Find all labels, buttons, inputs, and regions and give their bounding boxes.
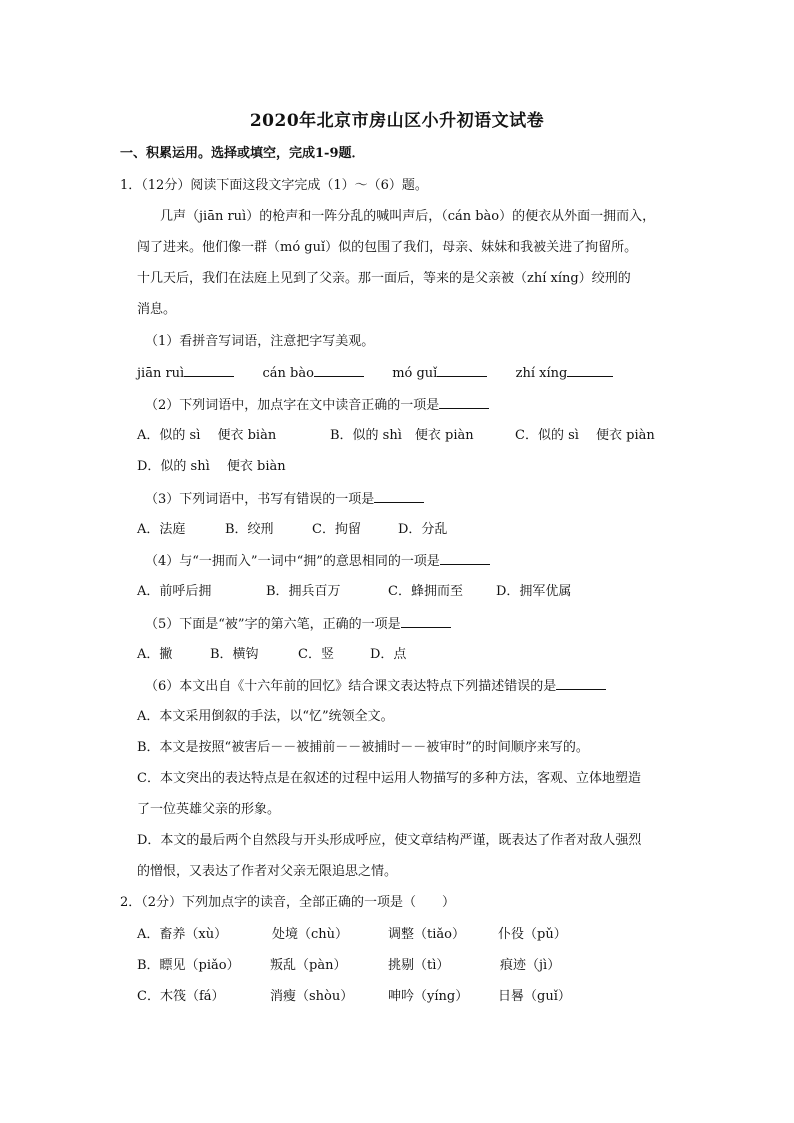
option-a[interactable]: A．前呼后拥 bbox=[137, 584, 212, 599]
option-c[interactable]: C．木筏（fá） bbox=[137, 989, 225, 1004]
option-b-word: 挑剔（tì） bbox=[388, 958, 450, 973]
option-c[interactable]: C．竖 bbox=[298, 647, 334, 662]
option-a[interactable]: A．本文采用倒叙的手法，以“忆”统领全文。 bbox=[137, 709, 394, 724]
option-b-word: 痕迹（jì） bbox=[500, 958, 561, 973]
option-a[interactable]: A．畜养（xù） bbox=[137, 927, 228, 942]
sub-question-5-prompt: （5）下面是“被”字的第六笔，正确的一项是 bbox=[145, 615, 451, 634]
answer-blank[interactable] bbox=[556, 677, 606, 690]
answer-blank[interactable] bbox=[314, 364, 364, 377]
option-c[interactable]: C．本文突出的表达特点是在叙述的过程中运用人物描写的多种方法，客观、立体地塑造 bbox=[137, 771, 641, 786]
option-b[interactable]: B．本文是按照“被害后－－被捕前－－被捕时－－被审时”的时间顺序来写的。 bbox=[137, 740, 589, 755]
pinyin-item: jiān ruì bbox=[137, 366, 185, 381]
option-c[interactable]: C．似的 sì 便衣 piàn bbox=[515, 428, 655, 443]
option-b[interactable]: B．横钩 bbox=[210, 647, 259, 662]
option-c-continued: 了一位英雄父亲的形象。 bbox=[137, 802, 281, 817]
passage-line: 闯了进来。他们像一群（mó guǐ）似的包围了我们，母亲、妹妹和我被关进了拘留所。 bbox=[137, 240, 638, 255]
answer-blank[interactable] bbox=[437, 364, 487, 377]
answer-blank[interactable] bbox=[374, 490, 424, 503]
option-c[interactable]: C．蜂拥而至 bbox=[388, 584, 463, 599]
passage-line: 几声（jiān ruì）的枪声和一阵分乱的喊叫声后，（cán bào）的便衣从外面一拥而入， bbox=[160, 209, 656, 224]
section-heading: 一、积累运用。选择或填空，完成1-9题． bbox=[120, 146, 365, 161]
option-b-word: 叛乱（pàn） bbox=[270, 958, 347, 973]
option-b[interactable]: B．绞刑 bbox=[225, 522, 274, 537]
pinyin-item: cán bào bbox=[262, 366, 314, 381]
answer-blank[interactable] bbox=[439, 396, 489, 409]
option-c-word: 呻吟（yíng） bbox=[388, 989, 469, 1004]
answer-blank[interactable] bbox=[440, 552, 490, 565]
option-a-word: 处境（chù） bbox=[272, 927, 349, 942]
passage-line: 消息。 bbox=[137, 302, 177, 317]
pinyin-item: mó guǐ bbox=[392, 366, 438, 381]
answer-blank[interactable] bbox=[567, 364, 613, 377]
option-c-word: 消瘦（shòu） bbox=[270, 989, 354, 1004]
answer-blank[interactable] bbox=[401, 615, 451, 628]
page-title: 2020年北京市房山区小升初语文试卷 bbox=[249, 111, 545, 131]
option-a-word: 调整（tiǎo） bbox=[388, 927, 465, 942]
option-b[interactable]: B．拥兵百万 bbox=[266, 584, 341, 599]
option-b[interactable]: B．似的 shì 便衣 piàn bbox=[330, 428, 474, 443]
option-d-continued: 的憎恨，又表达了作者对父亲无限追思之情。 bbox=[137, 864, 398, 879]
sub-question-4-prompt: （4）与“一拥而入”一词中“拥”的意思相同的一项是 bbox=[145, 552, 490, 571]
option-d[interactable]: D．本文的最后两个自然段与开头形成呼应，使文章结构严谨，既表达了作者对敌人强烈 bbox=[137, 833, 642, 848]
sub-question-2-prompt: （2）下列词语中，加点字在文中读音正确的一项是 bbox=[145, 396, 489, 415]
option-a[interactable]: A．似的 sì 便衣 biàn bbox=[137, 428, 277, 443]
pinyin-item: zhí xíng bbox=[515, 366, 568, 381]
passage-line: 十几天后，我们在法庭上见到了父亲。那一面后，等来的是父亲被（zhí xíng）绞刑的 bbox=[137, 271, 631, 286]
pinyin-row bbox=[137, 364, 613, 383]
option-d[interactable]: D．点 bbox=[370, 647, 407, 662]
option-d[interactable]: D．拥军优属 bbox=[496, 584, 572, 599]
option-c[interactable]: C．拘留 bbox=[312, 522, 361, 537]
sub-question-1-prompt: （1）看拼音写词语，注意把字写美观。 bbox=[145, 334, 375, 349]
option-a[interactable]: A．撇 bbox=[137, 647, 173, 662]
sub-question-6-prompt: （6）本文出自《十六年前的回忆》结合课文表达特点下列描述错误的是 bbox=[145, 677, 606, 696]
option-c-word: 日晷（guǐ） bbox=[498, 989, 571, 1004]
question-1-stem: 1．（12分）阅读下面这段文字完成（1）～（6）题。 bbox=[120, 178, 428, 193]
option-a-word: 仆役（pǔ） bbox=[498, 927, 567, 942]
option-d[interactable]: D．似的 shì 便衣 biàn bbox=[137, 459, 286, 474]
option-a[interactable]: A．法庭 bbox=[137, 522, 186, 537]
option-b[interactable]: B．瞟见（piǎo） bbox=[137, 958, 240, 973]
question-2-stem: 2．（2分）下列加点字的读音，全部正确的一项是（ ） bbox=[120, 895, 456, 910]
sub-question-3-prompt: （3）下列词语中，书写有错误的一项是 bbox=[145, 490, 424, 509]
answer-blank[interactable] bbox=[184, 364, 234, 377]
option-d[interactable]: D．分乱 bbox=[398, 522, 448, 537]
